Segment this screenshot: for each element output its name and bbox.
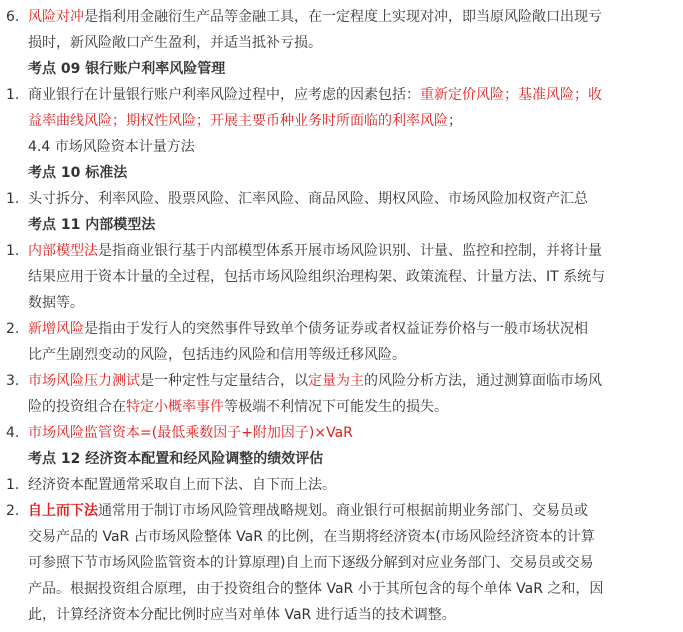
line-text (28, 318, 588, 340)
text-segment: 险的投资组合在 (28, 399, 126, 415)
line-text (28, 578, 603, 600)
line-text (28, 370, 602, 392)
text-segment: 4.4 市场风险资本计量方法 (28, 139, 195, 155)
list-number: 1. (6, 191, 20, 207)
highlighted-term: 益率曲线风险；期权性风险；开展主要币种业务时所面临的利率风险 (28, 113, 448, 129)
line-text (28, 32, 322, 54)
highlighted-term: 风险对冲 (28, 9, 84, 25)
line-text (28, 526, 595, 548)
text-segment: 交易产品的 VaR 占市场风险整体 VaR 的比例，在当期将经济资本(市场风险经济资本的计算 (28, 529, 595, 545)
list-number: 2. (6, 321, 20, 337)
text-segment: 比产生剧烈变动的风险，包括违约风险和信用等级迁移风险。 (28, 347, 406, 363)
line-text (28, 240, 602, 262)
list-number: 1. (6, 87, 20, 103)
text-segment: 商业银行在计量银行账户利率风险过程中，应考虑的因素包括： (28, 87, 420, 103)
list-number: 4. (6, 425, 20, 441)
line-text (28, 110, 462, 132)
highlighted-term: 市场风险压力测试 (28, 373, 140, 389)
text-segment: 是指利用金融衍生产品等金融工具，在一定程度上实现对冲，即当原风险敞口出现亏 (84, 9, 602, 25)
heading-text: 考点 09 银行账户利率风险管理 (28, 61, 226, 77)
text-segment: 经济资本配置通常采取自上而下法、自下而上法。 (28, 477, 336, 493)
line-text (28, 552, 593, 574)
line-text (28, 474, 336, 496)
text-segment: 数据等。 (28, 295, 84, 311)
text-segment: 是一种定性与定量结合，以 (140, 373, 308, 389)
highlighted-term: 市场风险监管资本=(最低乘数因子+附加因子)×VaR (28, 425, 353, 441)
text-segment: 结果应用于资本计量的全过程，包括市场风险组织治理构架、政策流程、计量方法、IT 系统与 (28, 269, 606, 285)
list-number: 2. (6, 503, 20, 519)
text-segment: 通常用于制订市场风险管理战略规划。商业银行可根据前期业务部门、交易员或 (98, 503, 588, 519)
line-text (28, 136, 195, 158)
list-number: 1. (6, 243, 20, 259)
heading-text: 考点 12 经济资本配置和经风险调整的绩效评估 (28, 451, 324, 467)
list-number: 6. (6, 9, 20, 25)
list-number: 3. (6, 373, 20, 389)
text-segment: 此，计算经济资本分配比例时应当对单体 VaR 进行适当的技术调整。 (28, 607, 456, 623)
text-segment: 是指由于发行人的突然事件导致单个债务证券或者权益证券价格与一般市场状况相 (84, 321, 588, 337)
highlighted-term: 新增风险 (28, 321, 84, 337)
text-segment: 产品。根据投资组合原理，由于投资组合的整体 VaR 小于其所包含的每个单体 VaR 之和，因 (28, 581, 604, 597)
text-segment: 可参照下节市场风险监管资本的计算原理)自上而下逐级分解到对应业务部门、交易员或交易 (28, 555, 594, 571)
heading-text: 考点 10 标准法 (28, 165, 128, 181)
text-segment: 的风险分析方法，通过测算面临市场风 (364, 373, 602, 389)
line-text (28, 500, 588, 522)
text-segment: 等极端不利情况下可能发生的损失。 (224, 399, 448, 415)
line-text (28, 84, 602, 106)
line-text (28, 6, 602, 28)
text-segment: 是指商业银行基于内部模型体系开展市场风险识别、计量、监控和控制，并将计量 (98, 243, 602, 259)
highlighted-term: 定量为主 (308, 373, 364, 389)
highlighted-term: 内部模型法 (28, 243, 98, 259)
line-text (28, 344, 406, 366)
line-text (28, 604, 456, 626)
text-segment: 头寸拆分、利率风险、股票风险、汇率风险、商品风险、期权风险、市场风险加权资产汇总 (28, 191, 588, 207)
line-text (28, 188, 588, 210)
line-text (28, 266, 605, 288)
list-number: 1. (6, 477, 20, 493)
line-text (28, 422, 353, 444)
highlighted-term: 自上而下法 (28, 503, 98, 519)
text-segment: 损时，新风险敞口产生盈利，并适当抵补亏损。 (28, 35, 322, 51)
highlighted-term: 重新定价风险；基准风险；收 (420, 87, 602, 103)
line-text (28, 396, 448, 418)
text-segment: ； (448, 113, 462, 129)
highlighted-term: 特定小概率事件 (126, 399, 224, 415)
heading-text: 考点 11 内部模型法 (28, 217, 156, 233)
line-text (28, 292, 84, 314)
